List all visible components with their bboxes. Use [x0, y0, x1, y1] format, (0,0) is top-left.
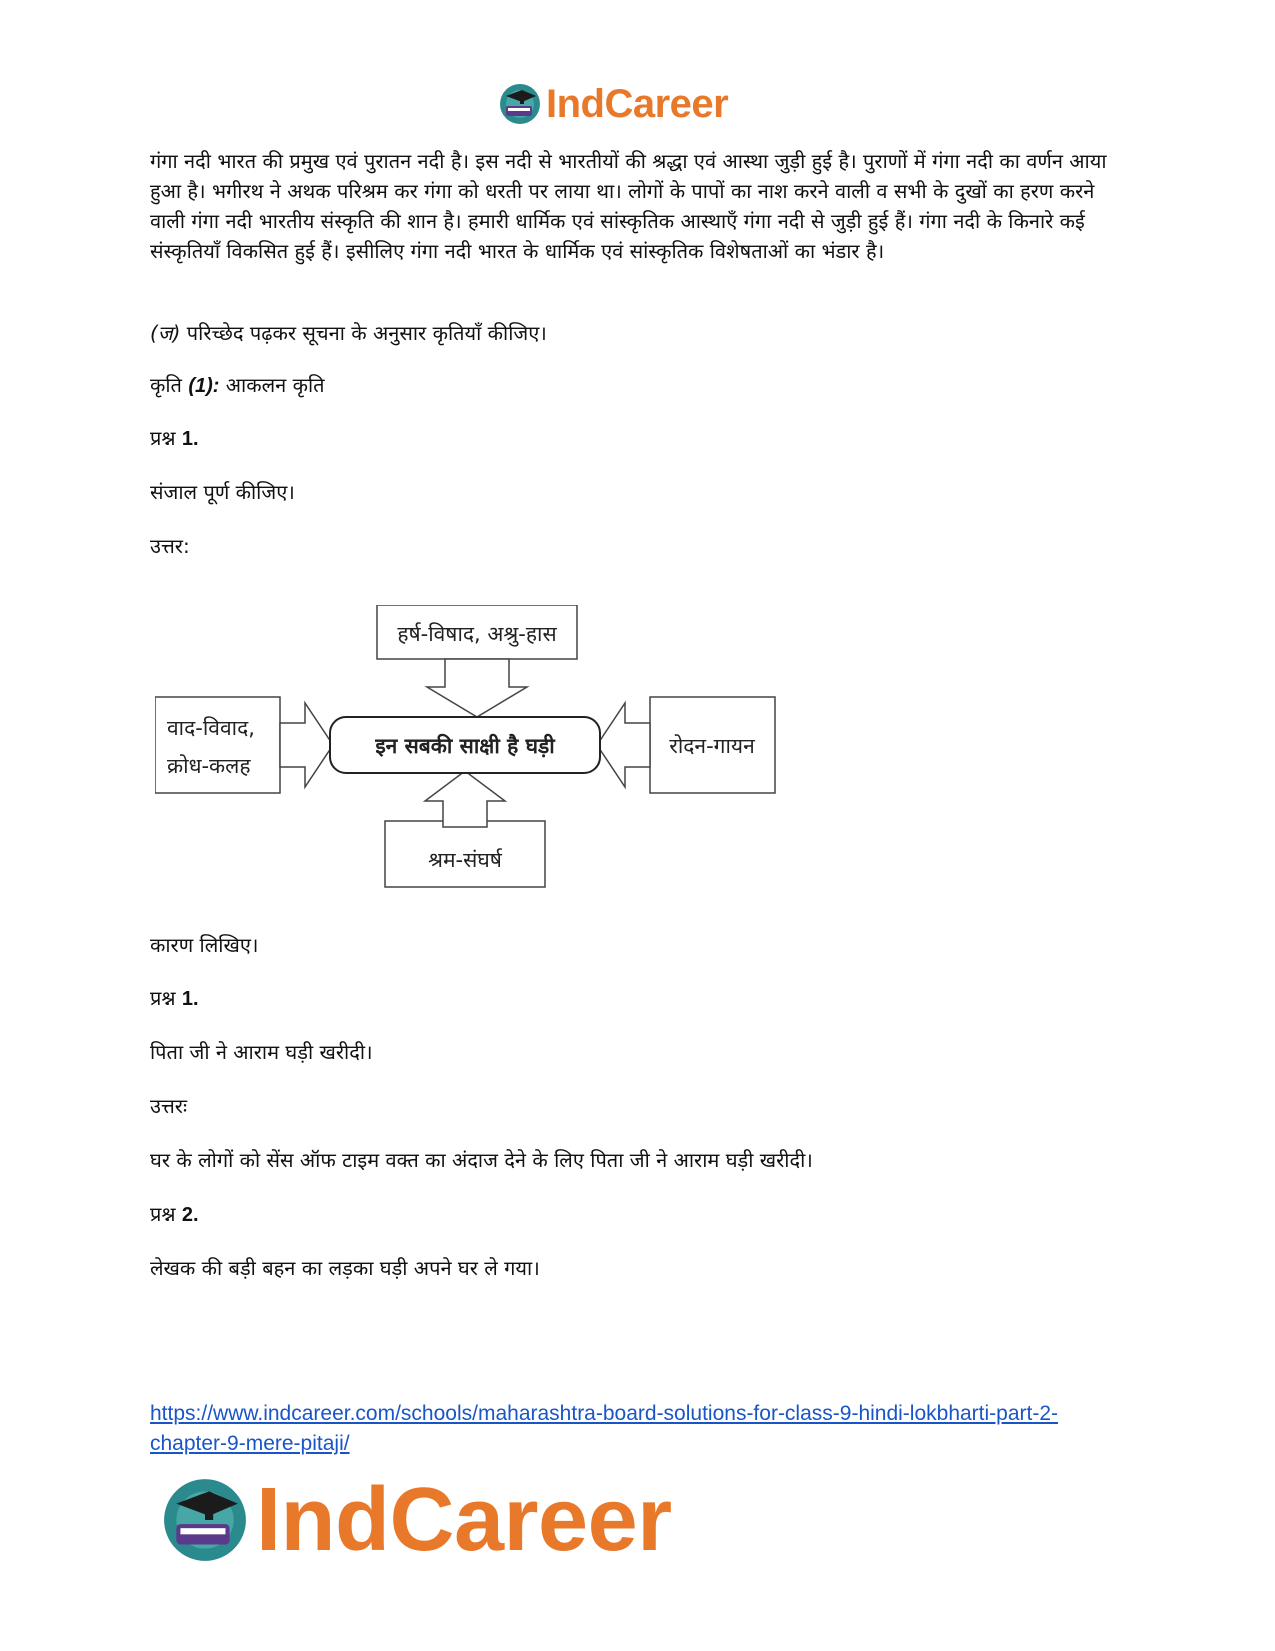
question-1-text: संजाल पूर्ण कीजिए।	[150, 480, 295, 504]
section-instruction	[150, 318, 547, 348]
header-logo	[498, 78, 728, 130]
question-number: 2.	[181, 1204, 199, 1226]
activity-text: आकलन कृति	[219, 373, 325, 397]
top-node	[377, 605, 577, 717]
question-label: प्रश्न	[150, 426, 182, 450]
question-2-text: पिता जी ने आराम घड़ी खरीदी।	[150, 1040, 373, 1064]
center-node-label: इन सबकी साक्षी है घड़ी	[375, 734, 555, 758]
question-label: प्रश्न	[150, 1202, 182, 1226]
footer-logo	[160, 1470, 672, 1570]
answer-label: उत्तर:	[150, 534, 190, 558]
answer-2-label: उत्तरः	[150, 1094, 187, 1118]
activity-heading	[150, 370, 325, 401]
question-number: 1.	[181, 988, 199, 1010]
question-label: प्रश्न	[150, 986, 182, 1010]
top-node-label: हर्ष-विषाद, अश्रु-हास	[397, 622, 557, 646]
graduation-book-globe-icon	[498, 82, 542, 126]
section-text: परिच्छेद पढ़कर सूचना के अनुसार कृतियाँ कीजिए।	[180, 321, 547, 345]
activity-prefix: कृति	[150, 373, 189, 397]
section-prefix: (ज)	[150, 321, 181, 345]
activity-num: (1):	[188, 375, 220, 397]
source-link[interactable]: https://www.indcareer.com/schools/maharashtra-board-solutions-for-class-9-hindi-lokbharti-part-2-chapter-9-mere-pitaji/	[150, 1402, 1059, 1455]
brand-name: IndCareer	[546, 81, 729, 126]
passage-paragraph: गंगा नदी भारत की प्रमुख एवं पुरातन नदी है। इस नदी से भारतीयों की श्रद्धा एवं आस्था जुड़ी हुई है। पुराणों में गंगा नदी का वर्णन आया हुआ है। भगीरथ ने अथक परिश्रम कर गंगा को धरती पर लाया था। लोगों के पापों का नाश करने वाली व सभी के दुखों का हरण करने वाली गंगा नदी भारतीय संस्कृति की शान है। हमारी धार्मिक एवं सांस्कृतिक आस्थाएँ गंगा नदी से जुड़ी हुई हैं। गंगा नदी के किनारे कई संस्कृतियाँ विकसित हुई हैं। इसीलिए गंगा नदी भारत के धार्मिक एवं सांस्कृतिक विशेषताओं का भंडार है।	[150, 149, 1107, 263]
reason-heading: कारण लिखिए।	[150, 933, 259, 957]
answer-2-text: घर के लोगों को सेंस ऑफ टाइम वक्त का अंदाज देने के लिए पिता जी ने आराम घड़ी खरीदी।	[150, 1148, 813, 1172]
left-node-label-2: क्रोध-कलह	[167, 754, 251, 778]
question-3-text: लेखक की बड़ी बहन का लड़का घड़ी अपने घर ले गया।	[150, 1256, 540, 1280]
question-3-label	[150, 1199, 199, 1230]
question-2-label	[150, 983, 199, 1014]
question-1-label	[150, 423, 199, 454]
right-node-label: रोदन-गायन	[669, 734, 755, 758]
right-node	[597, 697, 775, 793]
web-diagram	[155, 605, 815, 905]
left-node-label-1: वाद-विवाद,	[167, 716, 255, 740]
graduation-book-globe-icon	[160, 1475, 250, 1565]
question-number: 1.	[181, 428, 199, 450]
left-node	[155, 697, 333, 793]
bottom-node	[385, 771, 545, 887]
center-node	[330, 717, 600, 773]
brand-name: IndCareer	[256, 1469, 672, 1570]
bottom-node-label: श्रम-संघर्ष	[428, 848, 502, 872]
